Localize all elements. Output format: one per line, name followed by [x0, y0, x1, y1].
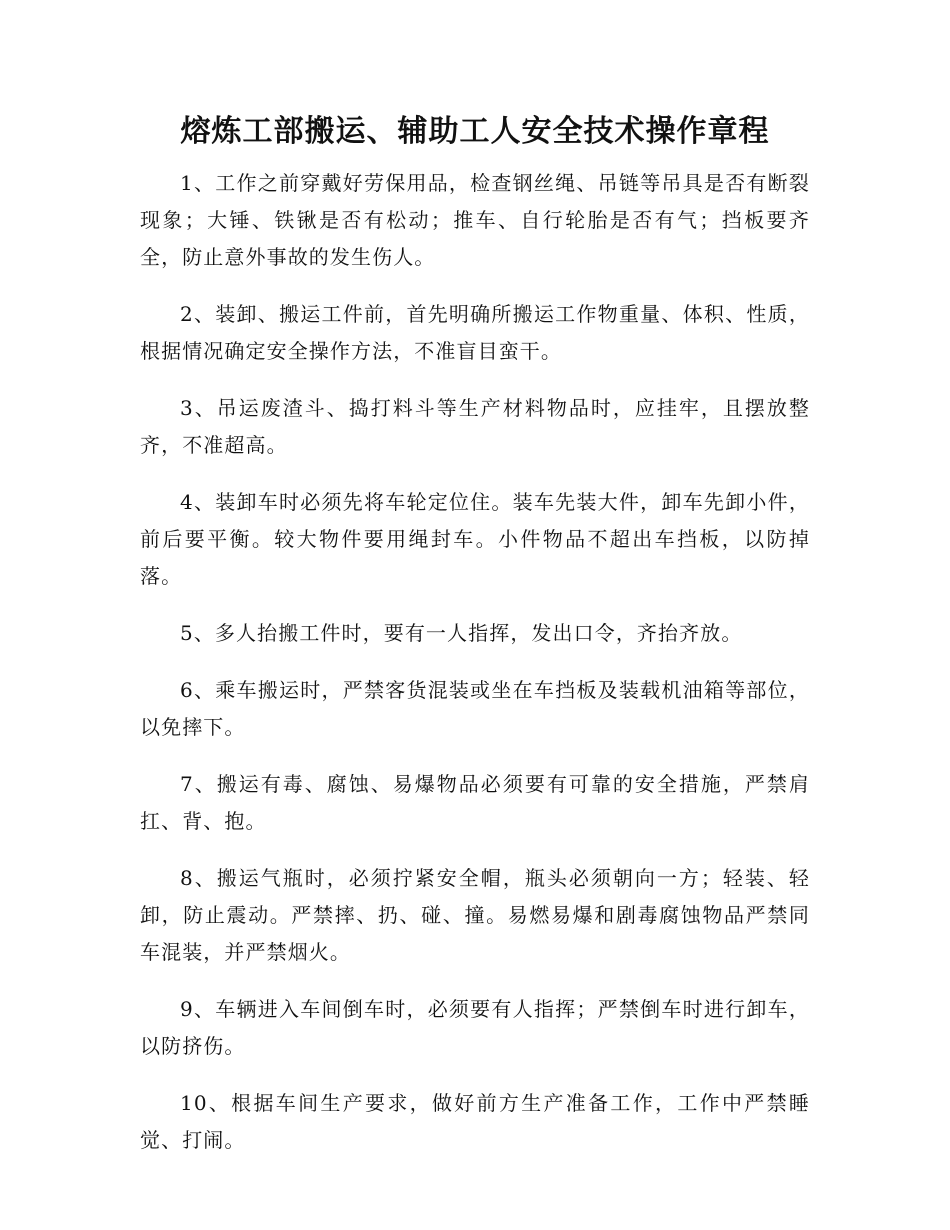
- rule-paragraph-5: 5、多人抬搬工件时，要有一人指挥，发出口令，齐抬齐放。: [180, 621, 743, 645]
- rule-paragraph-9: 9、车辆进入车间倒车时，必须要有人指挥；严禁倒车时进行卸车，以防挤伤。: [140, 997, 810, 1058]
- rule-paragraph-6: 6、乘车搬运时，严禁客货混装或坐在车挡板及装载机油箱等部位，以免摔下。: [140, 678, 810, 739]
- rule-paragraph-7: 7、搬运有毒、腐蚀、易爆物品必须要有可靠的安全措施，严禁肩扛、背、抱。: [140, 772, 810, 833]
- document-title: 熔炼工部搬运、辅助工人安全技术操作章程: [180, 114, 770, 149]
- document-body: [140, 165, 810, 1179]
- rule-paragraph-10: 10、根据车间生产要求，做好前方生产准备工作，工作中严禁睡觉、打闹。: [140, 1091, 810, 1152]
- rule-paragraph-2: 2、装卸、搬运工件前，首先明确所搬运工作物重量、体积、性质，根据情况确定安全操作方法，不准盲目蛮干。: [140, 302, 810, 363]
- rule-paragraph-3: 3、吊运废渣斗、捣打料斗等生产材料物品时，应挂牢，且摆放整齐，不准超高。: [140, 396, 810, 457]
- rule-paragraph-8: 8、搬运气瓶时，必须拧紧安全帽，瓶头必须朝向一方；轻装、轻卸，防止震动。严禁摔、扔、碰、撞。易燃易爆和剧毒腐蚀物品严禁同车混装，并严禁烟火。: [140, 866, 810, 964]
- rule-paragraph-4: 4、装卸车时必须先将车轮定位住。装车先装大件，卸车先卸小件，前后要平衡。较大物件要用绳封车。小件物品不超出车挡板，以防掉落。: [140, 490, 810, 588]
- rule-paragraph-1: 1、工作之前穿戴好劳保用品，检查钢丝绳、吊链等吊具是否有断裂现象；大锤、铁锹是否有松动；推车、自行轮胎是否有气；挡板要齐全，防止意外事故的发生伤人。: [140, 171, 810, 269]
